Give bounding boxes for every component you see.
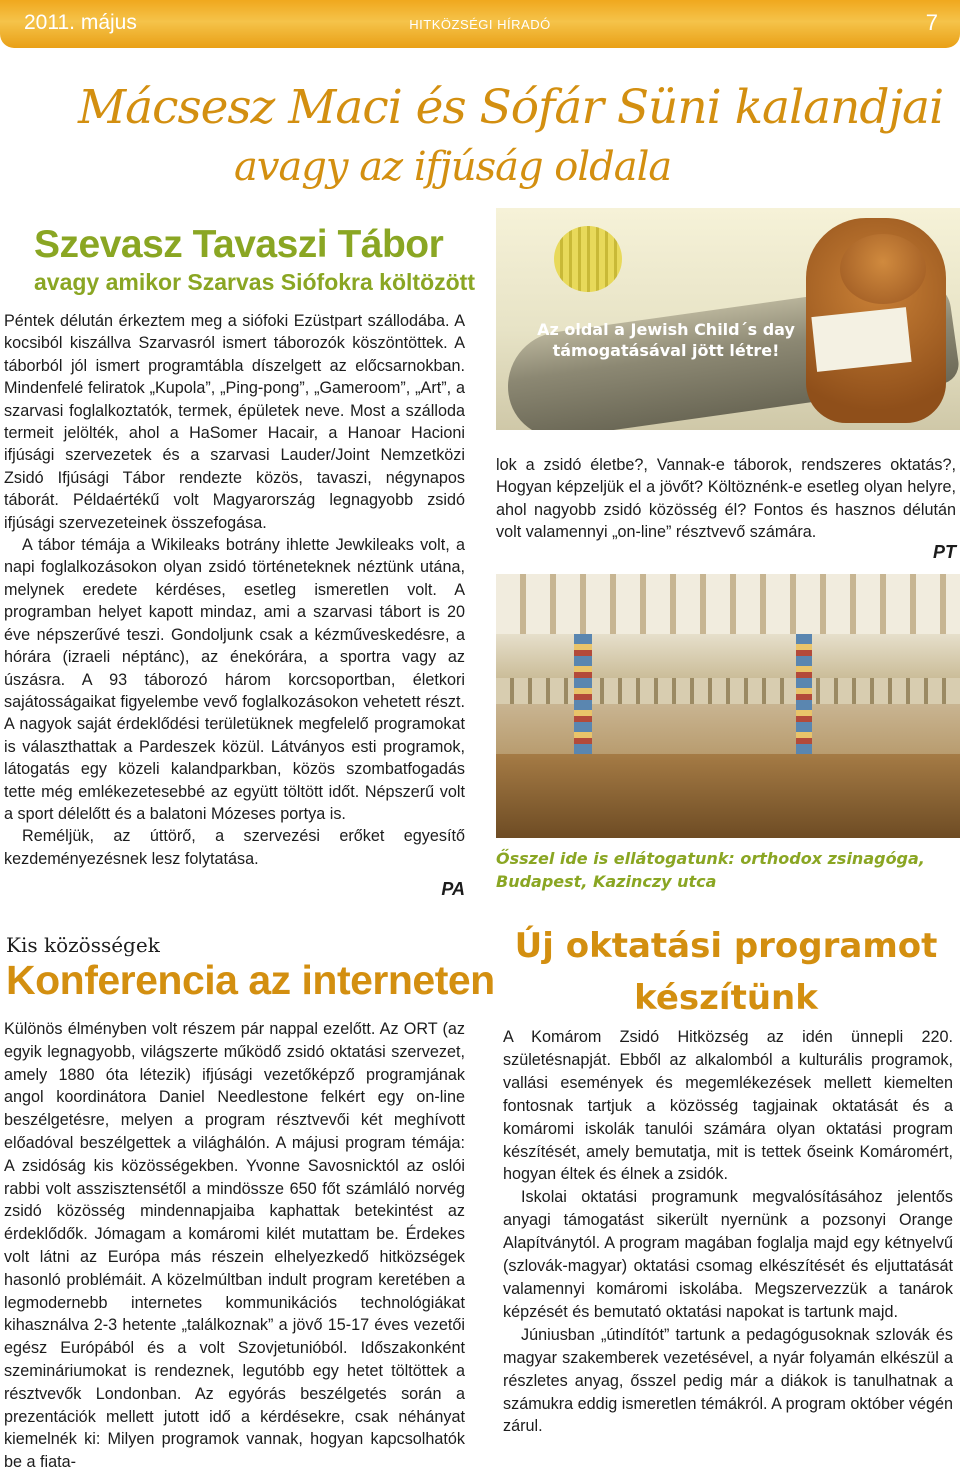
balcony <box>496 678 960 704</box>
pews <box>496 754 960 838</box>
right-paragraph: lok a zsidó életbe?, Vannak-e táborok, rendszeres oktatás?, Hogyan képzeljük el a jövőt? Költöznénk-e esetleg olyan helyre, ahol nagyobb zsidó közösség él? Fontos és hasznos délután volt valamennyi „on-line” résztvevő számára. <box>496 456 956 542</box>
photo-synagogue <box>496 574 960 838</box>
gallery-railing <box>496 634 960 678</box>
article3-paragraph: Iskolai oktatási programunk megvalósításához jelentős anyagi támogatást sikerült nyernünk a pozsonyi Orange Alapítványtól. A program magában foglalja majd egy kétnyelvű (szlovák-magyar) oktatási csomag elkészítését és eljuttatását valamennyi komáromi iskolába. Megszervezzük a tanárok képzését és bemutató oktatási napokat is tartunk majd. <box>503 1188 953 1321</box>
page-number: 7 <box>925 10 938 35</box>
right-column-text <box>496 454 956 544</box>
article1-paragraph: Reméljük, az úttörő, a szervezési erőket egyesítő kezdeményezésnek lesz folytatása. <box>4 827 465 868</box>
article1-paragraph: Péntek délután érkeztem meg a siófoki Ezüstpart szállodába. A kocsiból kiszállva Szarvasról ismert táborozók köszöntöttek. A táborból jól ismert programtábla díszelgett az előcsarnokban. Mindenfelé feliratok „Kupola”, „Ping-pong”, „Gameroom”, „Art”, a szarvasi foglalkoztatók, termek, épületek neve. Most a szálloda termeit jelölték, ahol a HaSomer Hacair, a Hanoar Hacioni ifjúsági szervezetek és a szarvasi Lauder/Joint Nemzetközi Zsidó Ifjúsági Tábor rendezte közös, tavaszi, négynapos táborát. Példaértékű volt Magyarország legnagyobb zsidó ifjúsági szervezeteinek összefogása. <box>4 312 465 532</box>
article2-title: Konferencia az interneten <box>6 957 495 1003</box>
article2-body <box>4 1018 465 1474</box>
banner-title: Mácsesz Maci és Sófár Süni kalandjai <box>78 80 944 135</box>
photo1-caption: Az oldal a Jewish Child´s day támogatásával jött létre! <box>537 320 795 360</box>
article2-kicker: Kis közösségek <box>6 933 160 957</box>
ceiling-decor <box>496 574 960 634</box>
article3-paragraph: A Komárom Zsidó Hitközség az idén ünnepli 220. születésnapját. Ebből az alkalomból a kulturális programok, vallási események és megemlékezések mellett kiemelten fontosnak tartjuk a közösség tagjainak oktatását és a komáromi iskolák tanulói számára olyan oktatási program készítését, amely bemutatja, mit is tettek őseink Komáromért, hogyan éltek és élnek a zsidók. <box>503 1028 953 1184</box>
article1-signature: PA <box>441 879 465 900</box>
newspaper-name: HITKÖZSÉGI HÍRADÓ <box>409 17 551 32</box>
article1-title: Szevasz Tavaszi Tábor <box>34 223 444 266</box>
article1-paragraph: A tábor témája a Wikileaks botrány ihlette Jewkileaks volt, a napi foglalkozásokon olyan zsidó történeteknek néztünk utána, melynek eredete kérdéses, esetleg ismeretlen volt. A programban helyet kapott mindaz, ami a szarvasi tábort is 20 éve népszerűvé teszi. Gondoljunk csak a kézműveskedésre, a hórára (izraeli néptánc), az énekórára, a sportra vagy az úszásra. A 93 táborozó három korcsoportban, életkori sajátosságaikat figyelembe vevő foglalkozásokon vehetett részt. A nagyok saját érdeklődési területüknek megfelelő programokat is választhattak a Pardeszek közül. Látványos esti programok, látogatás egy közeli kalandparkban, közös szombatfogadás tette még emlékezetesebbé az együtt töltött időt. Népszerű volt a sport délelőtt és a balatoni Mózeses portya is. <box>4 536 465 823</box>
article1-body <box>4 310 465 901</box>
article3-body <box>503 1026 953 1438</box>
photo2-caption: Ősszel ide is ellátogatunk: orthodox zsinagóga, Budapest, Kazinczy utca <box>496 849 925 891</box>
hedgehog-image <box>554 226 622 292</box>
article3-paragraph: Júniusban „útindítót” tartunk a pedagógusoknak szlovák és magyar szakemberek vezetésével, a nyár folyamán elkészül a részletes anyag, ősszel pedig már a diákok is tanulhatnak a számukra eddig ismeretlen témákról. A program október végén zárul. <box>503 1325 953 1436</box>
banner-subtitle: avagy az ifjúság oldala <box>234 144 672 190</box>
article2-paragraph: Különös élményben volt részem pár nappal ezelőtt. Az ORT (az egyik legnagyobb, világszerte működő zsidó oktatási szervezet, amely 1880 óta létezik) ifjúsági vezetőképző programjának angol koordinátora Daniel Needlestone felkért egy on-line beszélgetésre, melyen a program résztvevői két meghívott előadóval beszélgettek a világhálón. A májusi program témája: A zsidóság kis közösségekben. Yvonne Savosnicktól az oslói rabbi volt asszisztensétől a mindössze 650 főt számláló norvég zsidó közösség mindennapjaiba kaphattak betekintést az érdeklődők. Jómagam a komáromi kilét mutattam be. Érdekes volt látni az Európa más részein elhelyezkedő hitközségek hasonló problémáit. A közelmúltban indult program keretében a legmodernebb internetes kommunikációs technológiákat kihasználva 2-3 hetente „találkoznak” a jövő 15-17 éves vezetői egész Európából és a volt Szovjetunióból. Időszakonként szemináriumokat is rendeznek, legutóbb egy hetet töltöttek a résztvevők Londonban. Az egyórás beszélgetés során a prezentációk mellett jutott idő a kérdésekre, csak néhányat kiemelnék ki: Milyen programok vannak, hogyan kapcsolhatók be a fiata- <box>4 1020 465 1472</box>
issue-date: 2011. május <box>24 11 137 34</box>
right-signature: PT <box>932 542 956 562</box>
header-bar <box>0 0 960 48</box>
bear-head <box>840 234 926 304</box>
article3-title: Új oktatási programot készítünk <box>514 926 938 1018</box>
article1-subtitle: avagy amikor Szarvas Siófokra költözött <box>34 269 475 295</box>
